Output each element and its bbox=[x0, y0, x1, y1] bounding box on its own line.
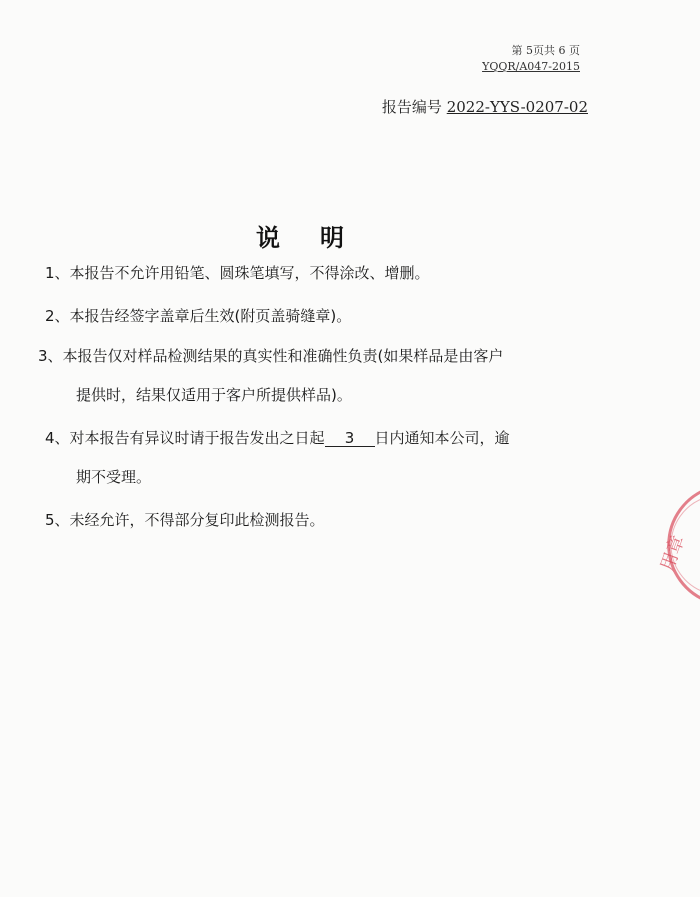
report-number-value: 2022-YYS-0207-02 bbox=[446, 98, 588, 116]
note-item-4-text-b: 日内通知本公司，逾 bbox=[374, 429, 510, 447]
svg-text:用章: 用章 bbox=[656, 532, 690, 574]
note-item-4 bbox=[45, 427, 510, 448]
note-item-1: 1、本报告不允许用铅笔、圆珠笔填写，不得涂改、增删。 bbox=[45, 264, 430, 282]
note-item-4-continued: 期不受理。 bbox=[76, 468, 152, 486]
note-item-2: 2、本报告经签字盖章后生效(附页盖骑缝章)。 bbox=[45, 307, 352, 325]
note-item-4-text-a: 4、对本报告有异议时请于报告发出之日起 bbox=[45, 429, 325, 447]
partial-seal-stamp bbox=[640, 480, 700, 610]
page-title: 说明 bbox=[256, 224, 384, 252]
note-item-5: 5、未经允许，不得部分复印此检测报告。 bbox=[45, 511, 325, 529]
page-number: 第 5页共 6 页 bbox=[511, 44, 580, 57]
form-code: YQQR/A047-2015 bbox=[482, 60, 580, 73]
note-item-3: 3、本报告仅对样品检测结果的真实性和准确性负责(如果样品是由客户 bbox=[38, 347, 504, 365]
notify-days-value: 3 bbox=[325, 430, 375, 447]
report-number bbox=[350, 96, 588, 117]
report-number-label: 报告编号 bbox=[381, 98, 442, 116]
note-item-3-continued: 提供时，结果仅适用于客户所提供样品)。 bbox=[76, 386, 352, 404]
